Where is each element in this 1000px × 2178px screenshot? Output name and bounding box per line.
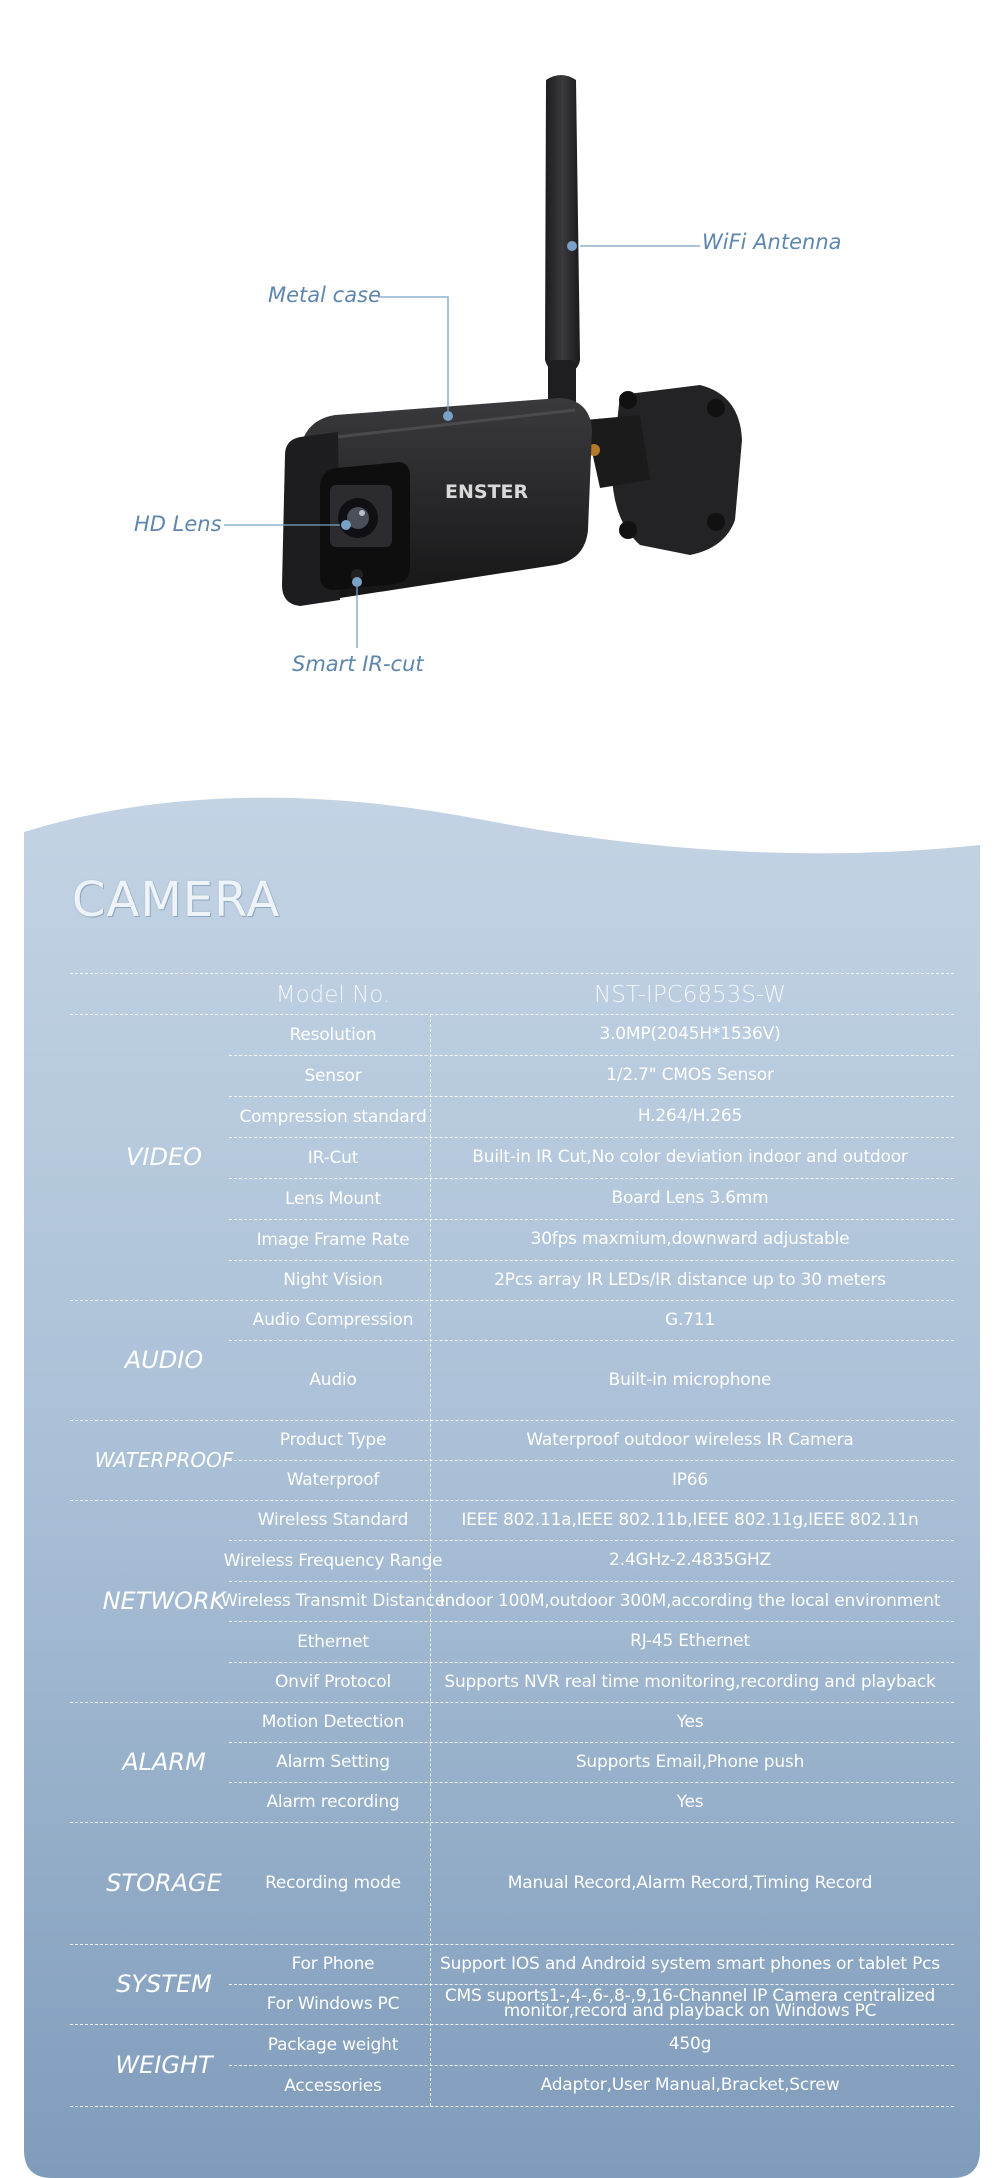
spec-label: Alarm Setting (276, 1752, 390, 1772)
category-system: SYSTEM (116, 1970, 212, 1998)
category-waterproof: WATERPROOF (94, 1448, 234, 1472)
model-label: Model No. (275, 982, 391, 1008)
spec-value: G.711 (664, 1309, 716, 1330)
spec-label: Audio Compression (252, 1310, 414, 1330)
spec-value: Waterproof outdoor wireless IR Camera (526, 1429, 854, 1450)
row-divider (70, 2106, 954, 2107)
camera-logo: ENSTER (445, 481, 529, 503)
spec-value: Yes (676, 1711, 704, 1732)
spec-value: 30fps maxmium,downward adjustable (530, 1229, 850, 1249)
column-divider (430, 1014, 431, 2106)
spec-value: 2.4GHz-2.4835GHZ (609, 1550, 771, 1570)
spec-label: Compression standard (239, 1106, 427, 1127)
spec-value: Manual Record,Alarm Record,Timing Record (507, 1872, 873, 1893)
smart-ir-cut-callout: Smart IR-cut (292, 652, 424, 676)
spec-label: Onvif Protocol (274, 1672, 392, 1692)
spec-value: RJ-45 Ethernet (630, 1631, 750, 1651)
spec-label: Lens Mount (285, 1188, 381, 1209)
spec-value: 3.0MP(2045H*1536V) (599, 1024, 781, 1044)
spec-value: Yes (676, 1791, 704, 1812)
spec-label: Image Frame Rate (256, 1229, 410, 1250)
spec-value: Supports Email,Phone push (575, 1751, 805, 1772)
camera-illustration-icon (0, 0, 1000, 760)
spec-label: IR-Cut (307, 1147, 359, 1168)
category-audio: AUDIO (124, 1346, 204, 1374)
spec-value: Board Lens 3.6mm (611, 1188, 769, 1208)
spec-label: Alarm recording (266, 1792, 400, 1812)
spec-value: CMS suports1-,4-,6-,8-,9,16-Channel IP Camera centralized monitor,record and playback on Windows PC (444, 1986, 936, 2021)
model-value: NST-IPC6853S-W (594, 982, 786, 1008)
spec-value: Supports NVR real time monitoring,recording and playback (444, 1671, 936, 1692)
spec-value: H.264/H.265 (637, 1106, 743, 1126)
spec-value: 450g (668, 2034, 712, 2054)
spec-value: Built-in microphone (608, 1369, 772, 1390)
spec-value: Indoor 100M,outdoor 300M,according the local environment (439, 1590, 941, 1611)
spec-label: Sensor (304, 1065, 362, 1086)
spec-sheet (24, 790, 980, 2178)
category-alarm: ALARM (122, 1748, 206, 1776)
spec-label: Package weight (267, 2034, 399, 2055)
spec-value: IEEE 802.11a,IEEE 802.11b,IEEE 802.11g,IEEE 802.11n (461, 1509, 919, 1530)
spec-label: Recording mode (265, 1873, 401, 1893)
spec-label: For Phone (291, 1954, 375, 1974)
spec-value: IP66 (671, 1469, 709, 1490)
spec-label: Ethernet (297, 1631, 369, 1652)
category-video: VIDEO (125, 1143, 203, 1171)
spec-label: Waterproof (286, 1470, 380, 1490)
sheet-title: CAMERA (72, 872, 281, 928)
spec-label: Wireless Frequency Range (223, 1550, 443, 1571)
spec-label: Wireless Transmit Distance (221, 1591, 445, 1611)
spec-label: Accessories (284, 2075, 382, 2096)
category-network: NETWORK (102, 1587, 226, 1615)
spec-label: Resolution (289, 1024, 377, 1045)
spec-value: 2Pcs array IR LEDs/IR distance up to 30 meters (494, 1269, 886, 1290)
spec-label: Wireless Standard (257, 1510, 409, 1530)
spec-value: Adaptor,User Manual,Bracket,Screw (540, 2075, 840, 2095)
metal-case-callout: Metal case (268, 283, 381, 307)
spec-value: Support IOS and Android system smart phones or tablet Pcs (440, 1953, 940, 1974)
hd-lens-callout: HD Lens (134, 512, 222, 536)
category-weight: WEIGHT (115, 2051, 213, 2079)
spec-label: For Windows PC (266, 1994, 400, 2014)
spec-value: Built-in IR Cut,No color deviation indoor and outdoor (472, 1147, 908, 1167)
spec-label: Night Vision (283, 1270, 383, 1290)
spec-value: 1/2.7" CMOS Sensor (606, 1065, 774, 1085)
wifi-antenna-callout: WiFi Antenna (702, 230, 842, 254)
spec-label: Motion Detection (261, 1712, 405, 1732)
product-illustration (0, 0, 1000, 760)
category-storage: STORAGE (106, 1869, 222, 1897)
spec-label: Product Type (279, 1430, 387, 1450)
spec-label: Audio (309, 1370, 357, 1390)
